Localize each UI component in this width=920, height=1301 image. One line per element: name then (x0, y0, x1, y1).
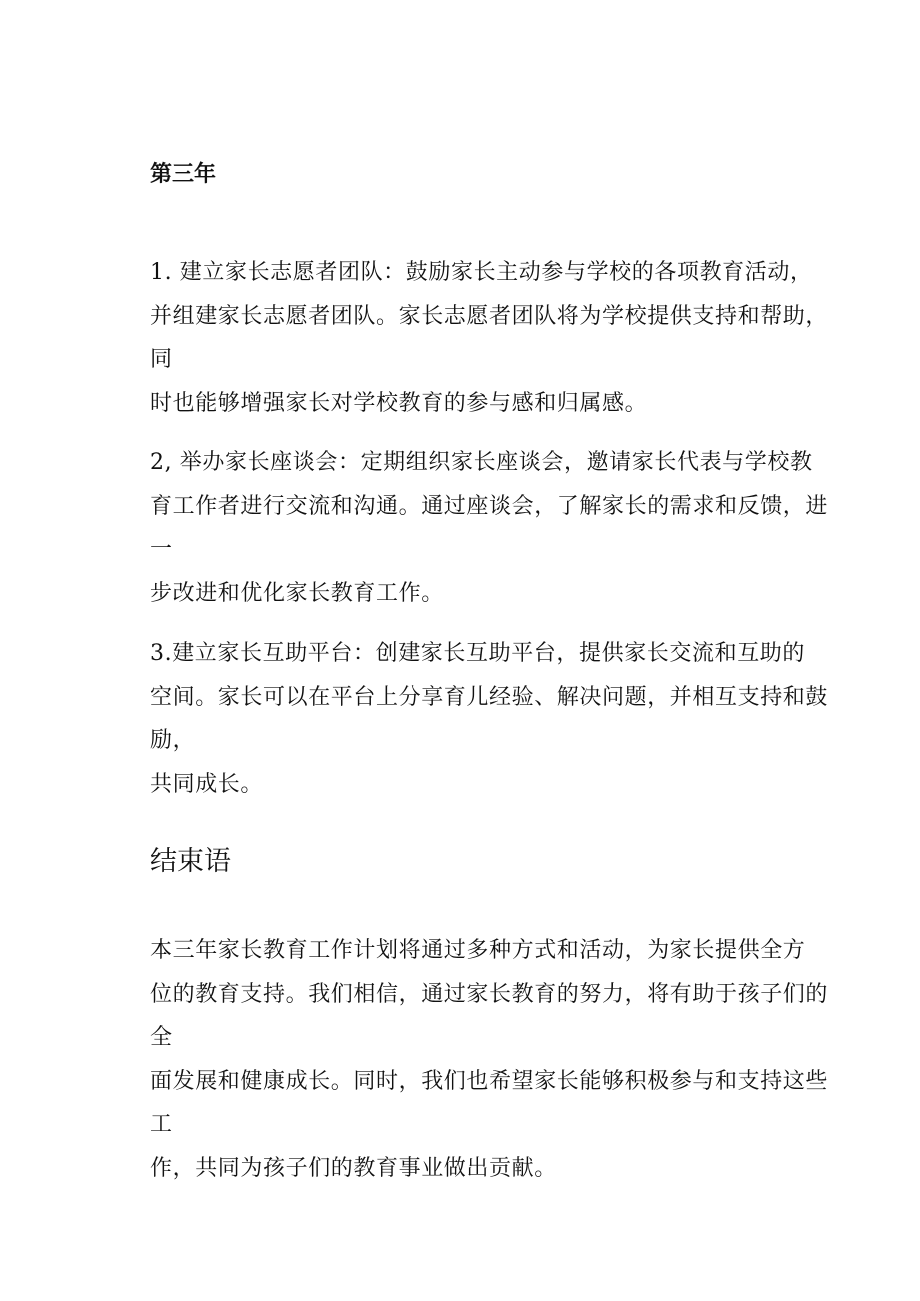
paragraph-line: 1. 建立家长志愿者团队：鼓励家长主动参与学校的各项教育活动， (150, 260, 813, 285)
paragraph-line: 步改进和优化家长教育工作。 (150, 580, 444, 606)
paragraph-line: 空间。家长可以在平台上分享育儿经验、解决问题，并相互支持和鼓励， (150, 684, 829, 753)
paragraph-line: 2, 举办家长座谈会：定期组织家长座谈会，邀请家长代表与学校教 (150, 450, 813, 475)
paragraph-conclusion (150, 929, 830, 1190)
paragraph-mutual-aid-platform (150, 632, 830, 806)
paragraph-line: 3.建立家长互助平台：创建家长互助平台，提供家长交流和互助的 (150, 641, 805, 666)
paragraph-line: 作，共同为孩子们的教育事业做出贡献。 (150, 1155, 557, 1181)
paragraph-parent-forum (150, 441, 830, 615)
paragraph-line: 本三年家长教育工作计划将通过多种方式和活动，为家长提供全方 (150, 938, 806, 963)
paragraph-line: 时也能够增强家长对学校教育的参与感和归属感。 (150, 390, 648, 416)
year-heading: 第三年 (150, 162, 217, 187)
paragraph-line: 面发展和健康成长。同时，我们也希望家长能够积极参与和支持这些工 (150, 1068, 829, 1137)
conclusion-heading: 结束语 (150, 846, 231, 877)
paragraph-line: 育工作者进行交流和沟通。通过座谈会，了解家长的需求和反馈，进一 (150, 493, 829, 562)
paragraph-volunteer-team (150, 251, 830, 425)
paragraph-line: 位的教育支持。我们相信，通过家长教育的努力，将有助于孩子们的全 (150, 981, 829, 1050)
paragraph-line: 共同成长。 (150, 771, 264, 797)
paragraph-line: 并组建家长志愿者团队。家长志愿者团队将为学校提供支持和帮助，同 (150, 303, 829, 372)
